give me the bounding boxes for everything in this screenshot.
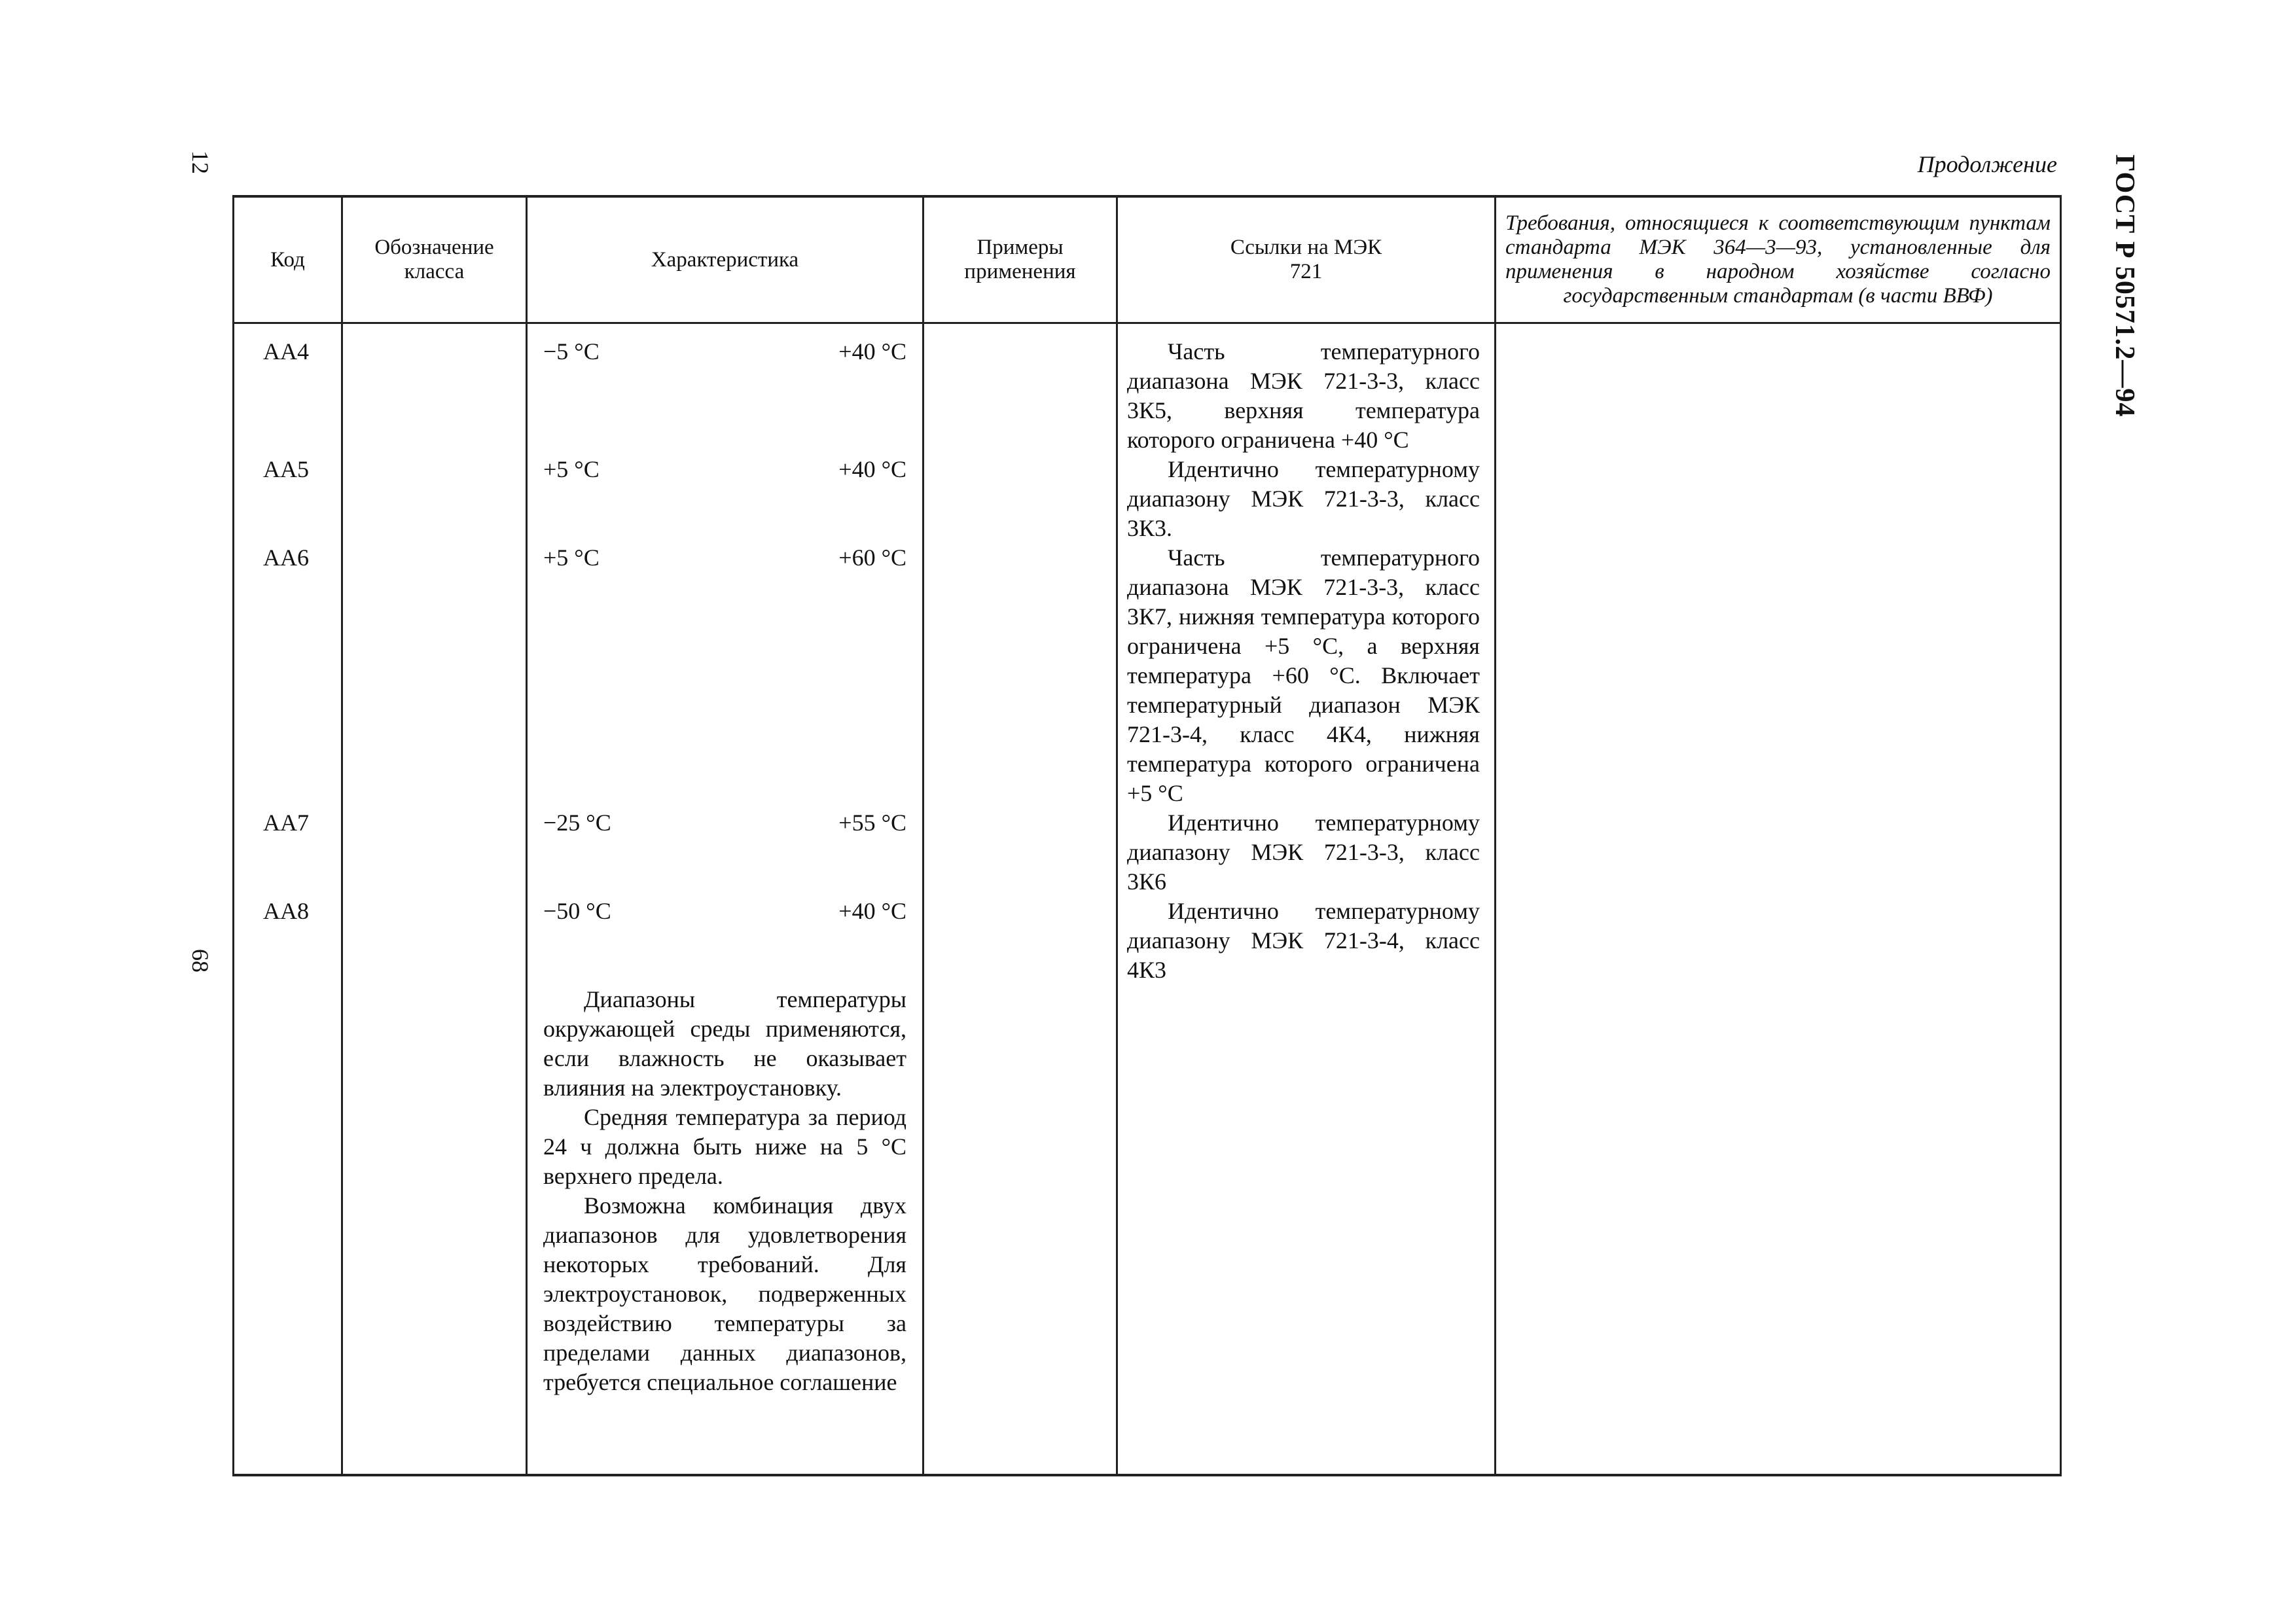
- note-paragraph: Диапазоны температуры окружающей среды применяются, если влажность не оказывает влияния на электроустановку.: [543, 986, 906, 1101]
- page-number-margin: [187, 151, 213, 972]
- code-aa8: АА8: [263, 898, 309, 924]
- range-aa6: [543, 543, 906, 573]
- iec-refs-cell: [1117, 323, 1496, 1476]
- standard-code: ГОСТ Р 50571.2—94: [2109, 154, 2140, 418]
- table-header-row: [234, 196, 2061, 323]
- application-examples-cell: [924, 323, 1117, 1476]
- range-min: +5 °С: [543, 544, 600, 571]
- requirements-cell: [1496, 323, 2061, 1476]
- range-min: +5 °С: [543, 456, 600, 482]
- table-body-row: [234, 323, 2061, 1476]
- characteristic-cell: [527, 323, 924, 1476]
- range-min: −25 °С: [543, 810, 611, 836]
- temperature-notes: [543, 985, 906, 1397]
- note-paragraph: Средняя температура за период 24 ч должна быть ниже на 5 °С верхнего предела.: [543, 1104, 906, 1189]
- code-aa5: АА5: [263, 456, 309, 482]
- range-max: +40 °С: [838, 898, 906, 924]
- range-min: −50 °С: [543, 898, 611, 924]
- ref-aa6: Часть температурного диапазона МЭК 721-3-3, класс 3К7, нижняя температура которого ограничена +5 °С, а верхняя температура +60 °С. Включает температурный диапазон МЭК 721-3-4, класс 4К4, нижняя температура которого ограничена +5 °С: [1127, 544, 1480, 806]
- header-requirements: Требования, относящиеся к соответствующим пунктам стандарта МЭК 364—3—93, установленные для применения в народном хозяйстве согласно государственным стандартам (в части ВВФ): [1496, 196, 2061, 323]
- class-designation-cell: [342, 323, 527, 1476]
- header-characteristic: Характеристика: [527, 196, 924, 323]
- code-aa6: АА6: [263, 544, 309, 571]
- header-code: Код: [234, 196, 342, 323]
- ref-aa8: Идентично температурному диапазону МЭК 721-3-4, класс 4К3: [1127, 898, 1480, 983]
- range-max: +60 °С: [838, 544, 906, 571]
- range-max: +55 °С: [838, 810, 906, 836]
- range-aa8: [543, 897, 906, 926]
- ref-aa4: Часть температурного диапазона МЭК 721-3-3, класс 3К5, верхняя температура которого ограничена +40 °С: [1127, 338, 1480, 453]
- note-paragraph: Возможна комбинация двух диапазонов для удовлетворения некоторых требований. Для электроустановок, подверженных воздействию температуры за пределами данных диапазонов, требуется специальное соглашение: [543, 1192, 906, 1395]
- page-number-mid: 68: [187, 949, 213, 972]
- range-max: +40 °С: [838, 338, 906, 365]
- ref-aa7: Идентично температурному диапазону МЭК 721-3-3, класс 3К6: [1127, 810, 1480, 895]
- range-aa5: [543, 455, 906, 484]
- code-aa4: АА4: [263, 338, 309, 365]
- header-iec-refs: Ссылки на МЭК 721: [1117, 196, 1496, 323]
- range-min: −5 °С: [543, 338, 600, 365]
- code-aa7: АА7: [263, 810, 309, 836]
- header-class-designation: Обозначение класса: [342, 196, 527, 323]
- range-max: +40 °С: [838, 456, 906, 482]
- climate-class-table: [232, 195, 2062, 1476]
- header-application-examples: Примеры применения: [924, 196, 1117, 323]
- ref-aa5: Идентично температурному диапазону МЭК 721-3-3, класс 3К3.: [1127, 456, 1480, 541]
- continuation-label: Продолжение: [1917, 151, 2057, 177]
- codes-cell: [234, 323, 342, 1476]
- page-number-top: 12: [187, 151, 213, 174]
- range-aa4: [543, 337, 906, 366]
- range-aa7: [543, 808, 906, 838]
